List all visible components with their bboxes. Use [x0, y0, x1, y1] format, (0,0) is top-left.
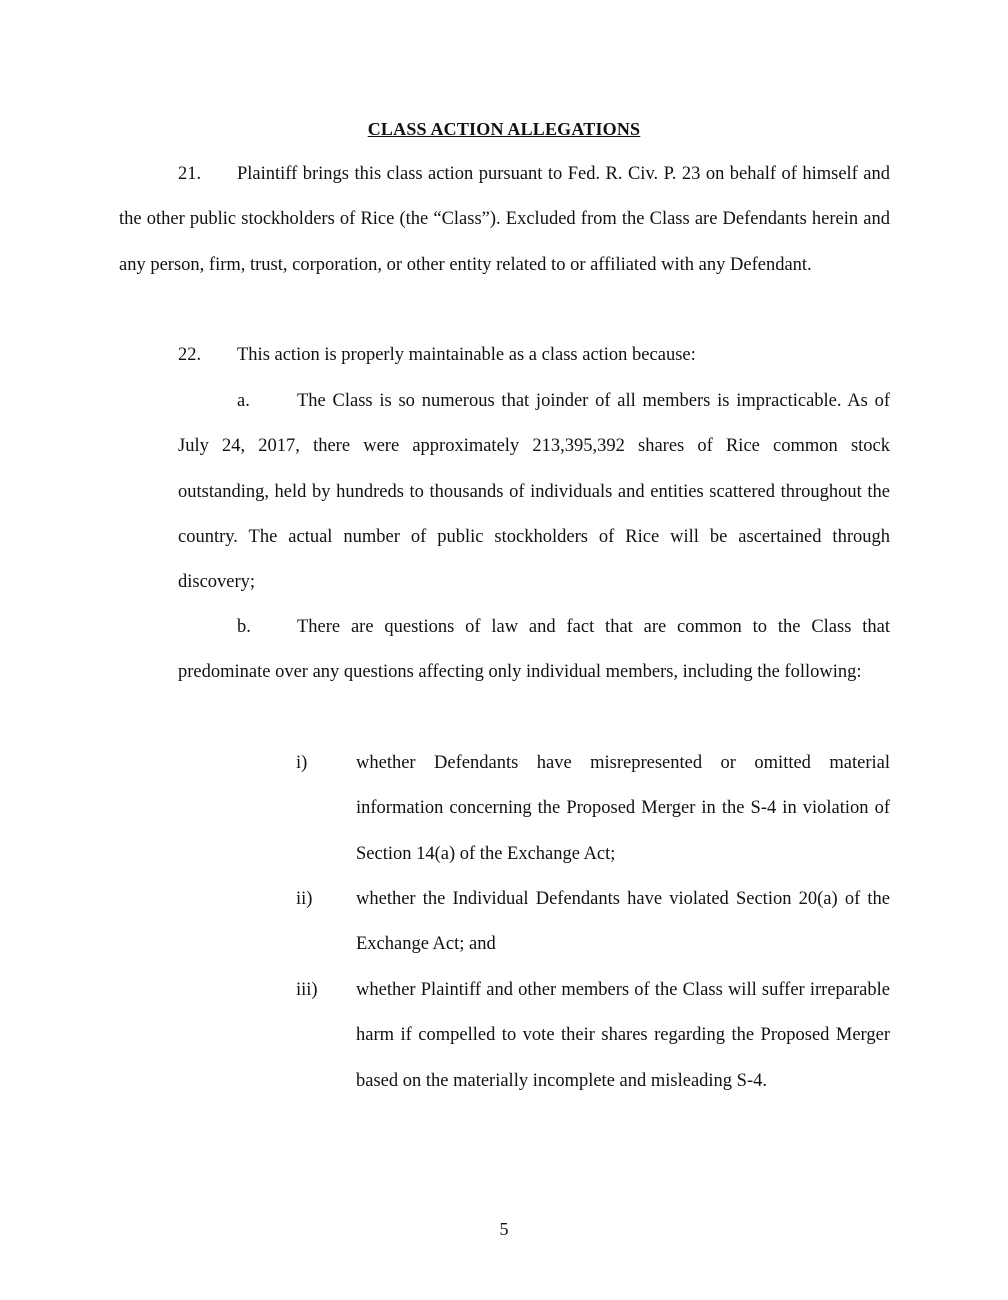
section-heading: CLASS ACTION ALLEGATIONS	[367, 119, 641, 139]
list-item-text: whether the Individual Defendants have violated Section 20(a) of the Exchange Act; and	[356, 889, 890, 955]
subparagraph-letter: a.	[237, 391, 250, 411]
list-item-text: whether Plaintiff and other members of the Class will suffer irreparable harm if compelled to vote their shares regarding the Proposed Merger based on the materially incomplete and misleading S-4.	[356, 980, 890, 1091]
list-item-marker: iii)	[296, 980, 318, 1000]
subparagraph-text: The Class is so numerous that joinder of all members is impracticable. As of July 24, 2017, there were approximately 213,395,392 shares of Rice common stock outstanding, held by hundreds to thousands of individuals and entities scattered throughout the country. The actual number of public stockholders of Rice will be ascertained through discovery;	[178, 391, 890, 593]
paragraph-text: This action is properly maintainable as a class action because:	[237, 345, 696, 365]
page-number: 5	[499, 1219, 509, 1239]
list-item-text: whether Defendants have misrepresented or omitted material information concerning the Proposed Merger in the S-4 in violation of Section 14(a) of the Exchange Act;	[356, 753, 890, 864]
paragraph-text: Plaintiff brings this class action pursuant to Fed. R. Civ. P. 23 on behalf of himself and the other public stockholders of Rice (the “Class”). Excluded from the Class are Defendants herein and any person, firm, trust, corporation, or other entity related to or affiliated with any Defendant.	[119, 164, 890, 275]
paragraph-22	[119, 333, 890, 378]
subparagraph-letter: b.	[237, 617, 251, 637]
list-item	[296, 968, 890, 1104]
subparagraph-text: There are questions of law and fact that are common to the Class that predominate over any questions affecting only individual members, including the following:	[178, 617, 890, 683]
paragraph-number: 22.	[178, 345, 202, 365]
subparagraph-a	[178, 379, 890, 605]
paragraph-number: 21.	[178, 164, 202, 184]
list-item-marker: i)	[296, 753, 308, 773]
subparagraph-b	[178, 605, 890, 696]
list-item	[296, 741, 890, 877]
list-item	[296, 877, 890, 968]
paragraph-21	[119, 152, 890, 288]
list-item-marker: ii)	[296, 889, 313, 909]
